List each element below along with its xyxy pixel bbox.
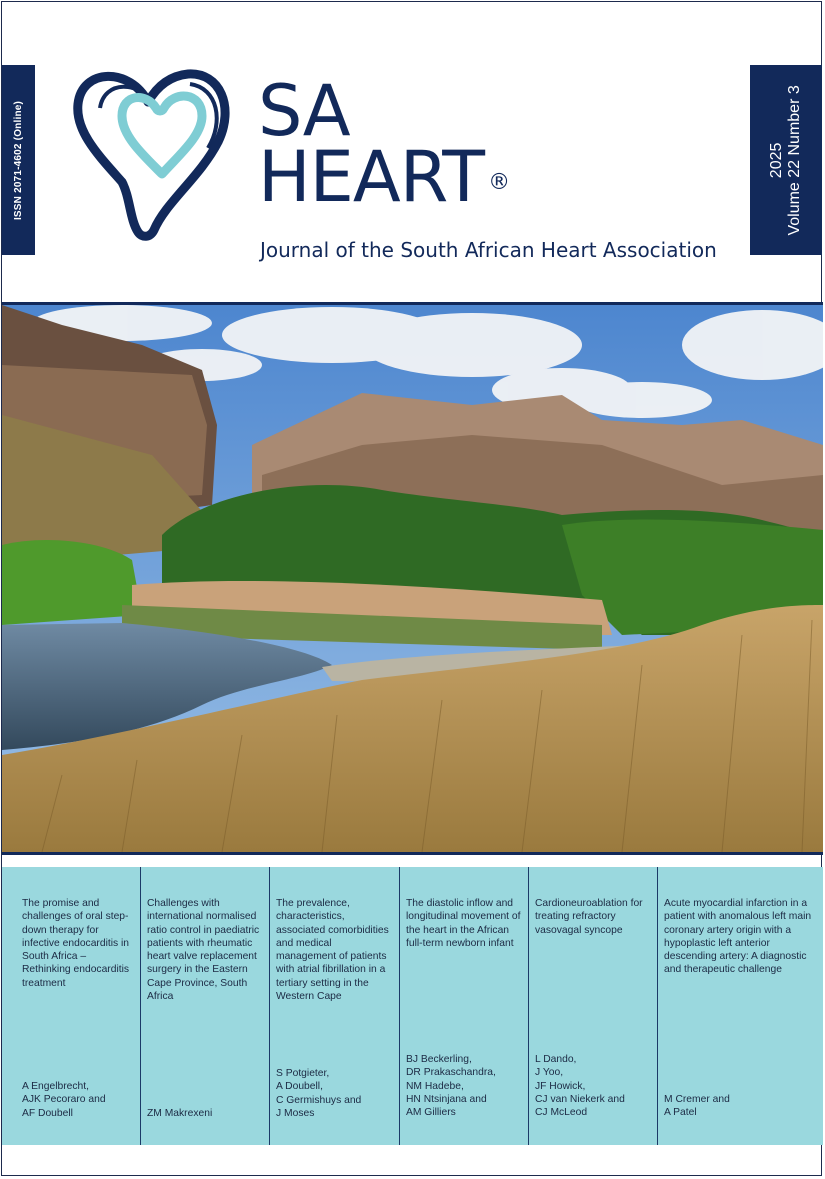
article-authors: A Engelbrecht, AJK Pecoraro and AF Doubell [22, 1081, 106, 1119]
article-title[interactable]: Cardioneuroablation for treating refractory vasovagal syncope [535, 898, 643, 936]
article-authors: M Cremer and A Patel [664, 1094, 730, 1119]
article-title[interactable]: The prevalence, characteristics, associated comorbidities and medical management of patients with atrial fibrillation in a tertiary setting in the Western Cape [276, 898, 389, 1003]
article-authors: BJ Beckerling, DR Prakaschandra, NM Hadebe, HN Ntsinjana and AM Gilliers [406, 1054, 496, 1119]
volume-text [768, 85, 805, 235]
mountain-landscape-image [2, 305, 823, 852]
issn-text: ISSN 2071-4602 (Online) [13, 100, 24, 220]
article-authors: ZM Makrexeni [147, 1108, 213, 1119]
article-title[interactable]: The promise and challenges of oral step-down therapy for infective endocarditis in South Africa – Rethinking endocarditis treatment [22, 898, 130, 989]
article-title[interactable]: The diastolic inflow and longitudinal movement of the heart in the African full-term newborn infant [406, 898, 521, 949]
volume-year: 2025 [767, 142, 785, 178]
title-line-1: SA [258, 70, 350, 152]
registered-mark: ® [488, 170, 510, 195]
article-title[interactable]: Acute myocardial infarction in a patient with anomalous left main coronary artery origin with a hypoplastic left anterior descending artery: A diagnostic and therapeutic challenge [664, 898, 812, 976]
heart-logo-icon [70, 62, 235, 242]
article-authors: S Potgieter, A Doubell, C Germishuys and J Moses [276, 1068, 362, 1119]
journal-title [258, 70, 510, 218]
article-item[interactable] [140, 867, 269, 1145]
volume-number: Volume 22 Number 3 [786, 84, 803, 236]
issn-bar [2, 65, 35, 255]
volume-bar [750, 65, 822, 255]
article-title[interactable]: Challenges with international normalised ratio control in paediatric patients with rheumatic heart valve replacement surgery in the Eastern Cape Province, South Africa [147, 898, 260, 1003]
article-item[interactable] [657, 867, 823, 1145]
article-item[interactable] [2, 867, 140, 1145]
bottom-rule [2, 852, 823, 855]
article-item[interactable] [528, 867, 657, 1145]
title-line-2-text: HEART [258, 136, 485, 218]
article-authors: L Dando, J Yoo, JF Howick, CJ van Niekerk and CJ McLeod [535, 1054, 625, 1119]
article-list [2, 867, 823, 1145]
title-line-2 [258, 136, 510, 218]
article-item[interactable] [269, 867, 399, 1145]
article-item[interactable] [399, 867, 528, 1145]
journal-subtitle: Journal of the South African Heart Association [260, 238, 717, 262]
